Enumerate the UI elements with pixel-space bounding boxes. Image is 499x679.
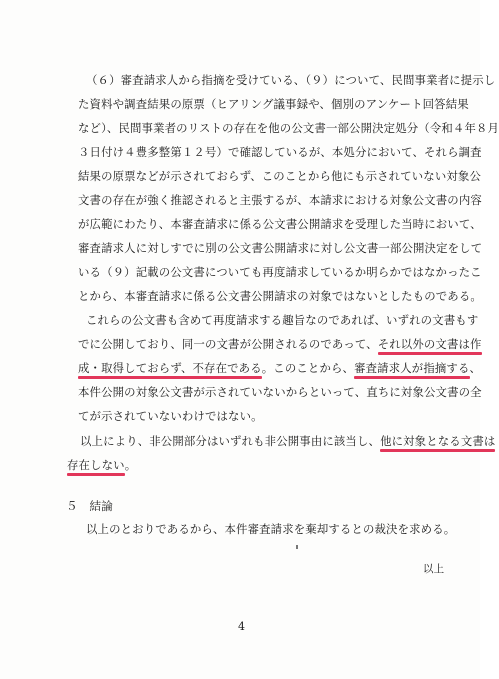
para3-line-1-text: 以上により、非公開部分はいずれも非公開事由に該当し、 [80, 434, 381, 448]
highlight-underline-5: 存在しない [67, 458, 125, 472]
para1-line-8: 審査請求人に対しすでに別の公文書公開請求に対し公文書一部公開決定をして [78, 241, 483, 255]
section-5-text: 以上のとおりであるから、本件審査請求を棄却するとの裁決を求める。 [86, 522, 456, 536]
para3-line-1 [80, 434, 495, 448]
para1-line-9: いる（９）記載の公文書についても再度請求しているか明らかではなかったこ [78, 265, 482, 279]
para1-line-10: とから、本審査請求に係る公文書公開請求の対象ではないとしたものである。 [78, 289, 482, 303]
highlight-underline-2: 成・取得しておらず、不存在である [78, 361, 262, 375]
para2-line-1: これらの公文書も含めて再度請求する趣旨なのであれば、いずれの文書もす [86, 313, 479, 327]
highlight-underline-4: 他に対象となる文書は [380, 434, 496, 448]
closing-text: 以上 [423, 563, 445, 575]
scan-speck [296, 545, 298, 549]
para1-line-4: ３日付け４豊多整第１２号）で確認しているが、本処分において、それら調査 [78, 145, 482, 159]
para2-line-3-text: 。このことから、 [261, 361, 355, 375]
para1-line-3: など）、民間事業者のリストの存在を他の公文書一部公開決定処分（令和４年８月 [78, 121, 499, 135]
para2-line-2 [78, 337, 482, 351]
para1-line-1: （６）審査請求人から指摘を受けている、（９）について、民間事業者に提示し [86, 73, 496, 87]
para2-line-3-comma: 、 [469, 361, 482, 375]
para3-line-2 [67, 458, 136, 472]
highlight-underline-3: 審査請求人が指摘する [354, 361, 470, 375]
para1-line-5: 結果の原票などが示されておらず、このことから他にも示されていない対象公 [78, 169, 482, 183]
para2-line-4: 本件公開の対象公文書が示されていないからといって、直ちに対象公文書の全 [78, 385, 482, 399]
para1-line-2: た資料や調査結果の原票（ヒアリング議事録や、個別のアンケート回答結果 [78, 97, 469, 111]
section-5-heading: ５ 結論 [66, 499, 113, 513]
para3-line-2-text: 。 [124, 458, 137, 472]
page-number: 4 [238, 620, 245, 633]
para2-line-2-text: でに公開しており、同一の文書が公開されるのであって、 [78, 337, 378, 351]
para1-line-7: が広範にわたり、本審査請求に係る公文書公開請求を受理した当時において、 [78, 217, 482, 231]
para2-line-5: てが示されていないわけではない。 [78, 409, 263, 423]
highlight-underline-1: それ以外の文書は作 [377, 337, 482, 351]
para1-line-6: 文書の存在が強く推認されると主張するが、本請求における対象公文書の内容 [78, 193, 482, 207]
para2-line-3 [78, 361, 481, 375]
